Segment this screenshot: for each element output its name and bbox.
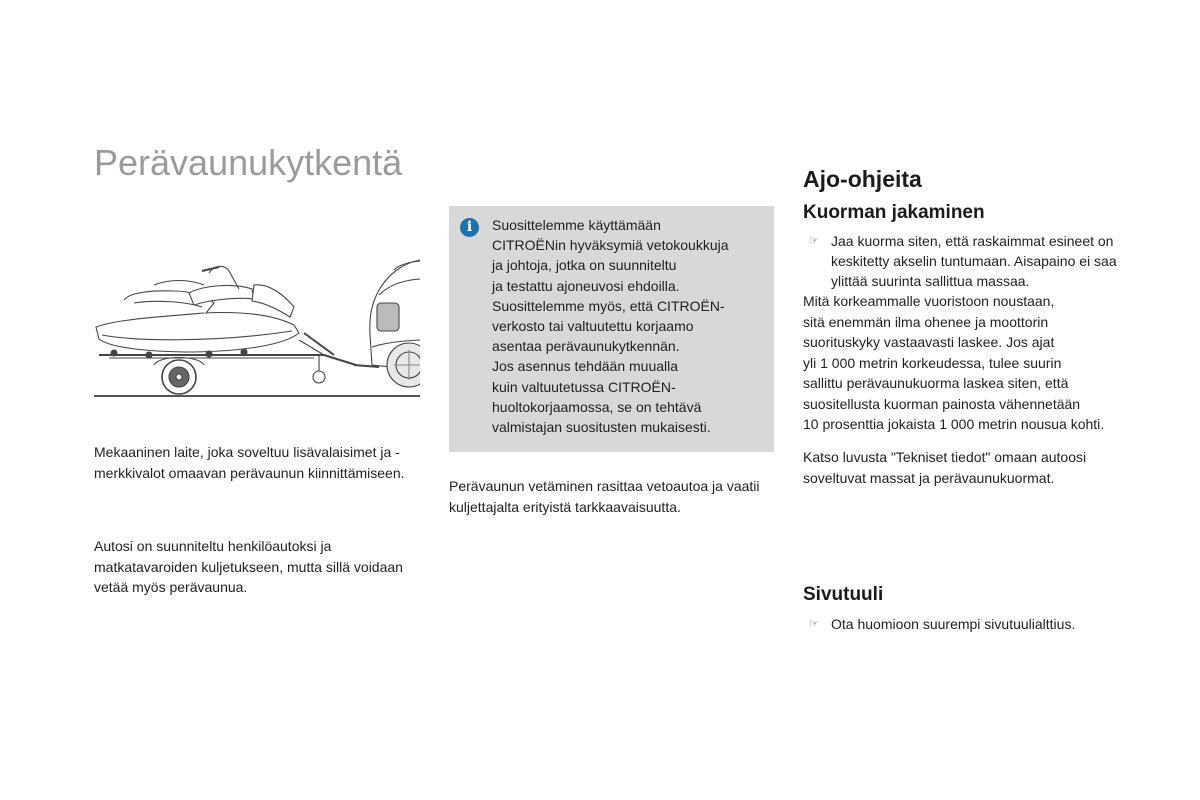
info-icon: i (460, 218, 479, 237)
altitude-paragraph: Mitä korkeammalle vuoristoon noustaan, sitä enemmän ilma ohenee ja moottorin suorituskyky vastaavasti laskee. Jos ajat yli 1 000 metrin korkeudessa, tulee suurin sallittu perävaunukuorma laskea siten, että suositellusta kuorman painosta vähennetään 10 prosenttia jokaista 1 000 metrin nousua kohti. (803, 293, 1105, 432)
crosswind-heading: Sivutuuli (803, 584, 884, 605)
intro-paragraph: Mekaaninen laite, joka soveltuu lisävalaisimet ja -merkkivalot omaavan perävaunun kiinnittämiseen. (94, 444, 405, 481)
towing-strain-paragraph: Perävaunun vetäminen rasittaa vetoautoa ja vaatii kuljettajalta erityistä tarkkaavaisuutta. (449, 478, 760, 515)
recommendation-note-text: Suosittelemme käyttämään CITROËNin hyväksymiä vetokoukkuja ja johtoja, jotka on suunniteltu ja testattu ajoneuvosi ehdoilla. Suosittelemme myös, että CITROËN- verkosto tai valtuutettu korjaamo asentaa perävaunukytkennän. Jos asennus tehdään muualla kuin valtuutetussa CITROËN- huoltokorjaamossa, se on tehtävä valmistajan suositusten mukaisesti. (492, 217, 729, 436)
crosswind-bullet-text: Ota huomioon suurempi sivutuulialttius. (831, 616, 1076, 632)
pointing-hand-icon: ☞ (809, 618, 819, 630)
technical-data-reference: Katso luvusta "Tekniset tiedot" omaan autoosi soveltuvat massat ja perävaunukuormat. (803, 449, 1087, 486)
trailer-jetski-illustration (94, 255, 420, 400)
pointing-hand-icon: ☞ (809, 235, 819, 247)
crosswind-bullet (803, 614, 1133, 634)
page-title: Perävaunukytkentä (94, 142, 403, 184)
load-distribution-heading: Kuorman jakaminen (803, 202, 985, 223)
load-distribution-bullet (803, 231, 1133, 292)
load-distribution-bullet-text: Jaa kuorma siten, että raskaimmat esineet on keskitetty akselin tuntumaan. Aisapaino ei saa ylittää suurinta sallittua massaa. (831, 233, 1117, 290)
usage-paragraph: Autosi on suunniteltu henkilöautoksi ja matkatavaroiden kuljetukseen, mutta sillä voidaan vetää myös perävaunua. (94, 538, 403, 595)
driving-tips-heading: Ajo-ohjeita (803, 166, 922, 192)
recommendation-note-box (449, 206, 774, 452)
